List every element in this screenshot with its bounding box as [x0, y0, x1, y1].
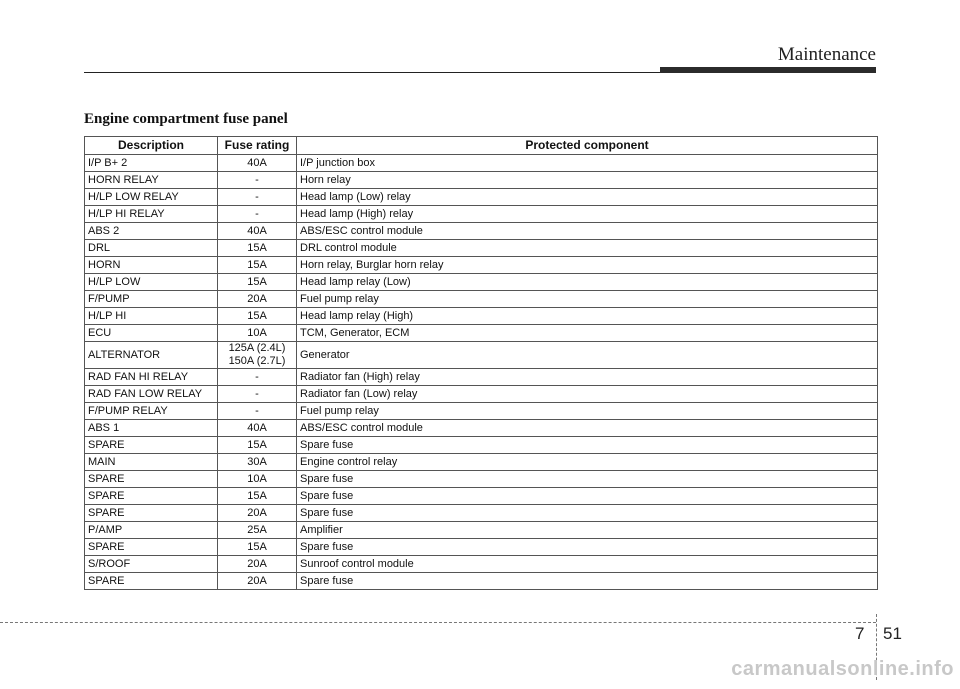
- cell-protected-component: Fuel pump relay: [297, 291, 878, 308]
- table-row: [85, 325, 878, 342]
- cell-description: ALTERNATOR: [85, 342, 218, 369]
- table-row: [85, 274, 878, 291]
- header-protected-component: Protected component: [297, 137, 878, 155]
- table-row: [85, 539, 878, 556]
- table-row: [85, 257, 878, 274]
- cell-protected-component: DRL control module: [297, 240, 878, 257]
- cell-fuse-rating: 15A: [218, 488, 297, 505]
- cell-fuse-rating: 15A: [218, 240, 297, 257]
- table-row: [85, 573, 878, 590]
- section-title: Engine compartment fuse panel: [84, 111, 288, 127]
- cell-description: ECU: [85, 325, 218, 342]
- table-row: [85, 308, 878, 325]
- cell-fuse-rating: -: [218, 403, 297, 420]
- cell-description: F/PUMP RELAY: [85, 403, 218, 420]
- cell-fuse-rating: 15A: [218, 539, 297, 556]
- cell-description: H/LP HI: [85, 308, 218, 325]
- table-row: [85, 437, 878, 454]
- cell-protected-component: Radiator fan (Low) relay: [297, 386, 878, 403]
- page-number: 51: [883, 624, 902, 643]
- cell-protected-component: Head lamp relay (High): [297, 308, 878, 325]
- table-row: [85, 291, 878, 308]
- cell-description: SPARE: [85, 539, 218, 556]
- cell-fuse-rating: 125A (2.4L) 150A (2.7L): [218, 342, 297, 369]
- cell-protected-component: Spare fuse: [297, 573, 878, 590]
- table-row: [85, 420, 878, 437]
- header-title: Maintenance: [777, 44, 876, 65]
- cell-fuse-rating: 15A: [218, 437, 297, 454]
- cell-fuse-rating: 10A: [218, 325, 297, 342]
- header-rule-thick: [660, 67, 876, 73]
- cell-protected-component: Sunroof control module: [297, 556, 878, 573]
- cell-description: ABS 2: [85, 223, 218, 240]
- cell-description: SPARE: [85, 437, 218, 454]
- cell-protected-component: ABS/ESC control module: [297, 420, 878, 437]
- cell-description: ABS 1: [85, 420, 218, 437]
- cell-description: DRL: [85, 240, 218, 257]
- cell-fuse-rating: -: [218, 369, 297, 386]
- table-row: [85, 488, 878, 505]
- table-row: [85, 471, 878, 488]
- cell-protected-component: I/P junction box: [297, 155, 878, 172]
- cell-protected-component: Radiator fan (High) relay: [297, 369, 878, 386]
- cell-protected-component: TCM, Generator, ECM: [297, 325, 878, 342]
- cell-description: SPARE: [85, 573, 218, 590]
- table-row: [85, 454, 878, 471]
- cell-fuse-rating: 25A: [218, 522, 297, 539]
- cell-description: SPARE: [85, 505, 218, 522]
- cell-fuse-rating: -: [218, 172, 297, 189]
- cell-fuse-rating: 20A: [218, 505, 297, 522]
- cell-protected-component: Head lamp (Low) relay: [297, 189, 878, 206]
- cell-description: HORN: [85, 257, 218, 274]
- table-header-row: [85, 137, 878, 155]
- cell-protected-component: Head lamp (High) relay: [297, 206, 878, 223]
- cell-fuse-rating: 30A: [218, 454, 297, 471]
- cell-protected-component: Horn relay: [297, 172, 878, 189]
- cell-description: SPARE: [85, 488, 218, 505]
- table-row: [85, 403, 878, 420]
- table-row: [85, 240, 878, 257]
- header-description: Description: [85, 137, 218, 155]
- cell-fuse-rating: 20A: [218, 573, 297, 590]
- footer-rule: [0, 622, 876, 623]
- table-row: [85, 505, 878, 522]
- cell-protected-component: Engine control relay: [297, 454, 878, 471]
- cell-protected-component: Horn relay, Burglar horn relay: [297, 257, 878, 274]
- cell-fuse-rating: 20A: [218, 291, 297, 308]
- watermark: carmanualsonline.info: [731, 658, 954, 680]
- table-row: [85, 155, 878, 172]
- header-fuse-rating: Fuse rating: [218, 137, 297, 155]
- cell-description: MAIN: [85, 454, 218, 471]
- table-row: [85, 369, 878, 386]
- cell-fuse-rating: -: [218, 206, 297, 223]
- header-rule-thin: [84, 72, 660, 73]
- cell-description: RAD FAN HI RELAY: [85, 369, 218, 386]
- cell-description: H/LP LOW: [85, 274, 218, 291]
- table-row: [85, 206, 878, 223]
- cell-protected-component: Spare fuse: [297, 505, 878, 522]
- cell-fuse-rating: 15A: [218, 257, 297, 274]
- cell-protected-component: Generator: [297, 342, 878, 369]
- table-row: [85, 172, 878, 189]
- fuse-table: [84, 136, 878, 590]
- cell-protected-component: ABS/ESC control module: [297, 223, 878, 240]
- table-row: [85, 342, 878, 369]
- cell-description: P/AMP: [85, 522, 218, 539]
- cell-protected-component: Amplifier: [297, 522, 878, 539]
- cell-description: SPARE: [85, 471, 218, 488]
- cell-description: S/ROOF: [85, 556, 218, 573]
- cell-fuse-rating: 10A: [218, 471, 297, 488]
- cell-protected-component: Head lamp relay (Low): [297, 274, 878, 291]
- cell-protected-component: Spare fuse: [297, 437, 878, 454]
- cell-fuse-rating: 40A: [218, 420, 297, 437]
- cell-fuse-rating: 40A: [218, 223, 297, 240]
- cell-fuse-rating: -: [218, 189, 297, 206]
- cell-description: H/LP LOW RELAY: [85, 189, 218, 206]
- cell-description: RAD FAN LOW RELAY: [85, 386, 218, 403]
- cell-protected-component: Spare fuse: [297, 539, 878, 556]
- cell-fuse-rating: -: [218, 386, 297, 403]
- cell-description: I/P B+ 2: [85, 155, 218, 172]
- chapter-number: 7: [855, 624, 865, 643]
- cell-fuse-rating: 15A: [218, 274, 297, 291]
- cell-fuse-rating: 40A: [218, 155, 297, 172]
- cell-description: H/LP HI RELAY: [85, 206, 218, 223]
- cell-description: F/PUMP: [85, 291, 218, 308]
- table-row: [85, 522, 878, 539]
- cell-fuse-rating: 20A: [218, 556, 297, 573]
- cell-fuse-rating: 15A: [218, 308, 297, 325]
- cell-description: HORN RELAY: [85, 172, 218, 189]
- cell-protected-component: Spare fuse: [297, 488, 878, 505]
- table-row: [85, 223, 878, 240]
- table-row: [85, 386, 878, 403]
- table-row: [85, 556, 878, 573]
- cell-protected-component: Spare fuse: [297, 471, 878, 488]
- fuse-table-body: [85, 155, 878, 590]
- cell-protected-component: Fuel pump relay: [297, 403, 878, 420]
- table-row: [85, 189, 878, 206]
